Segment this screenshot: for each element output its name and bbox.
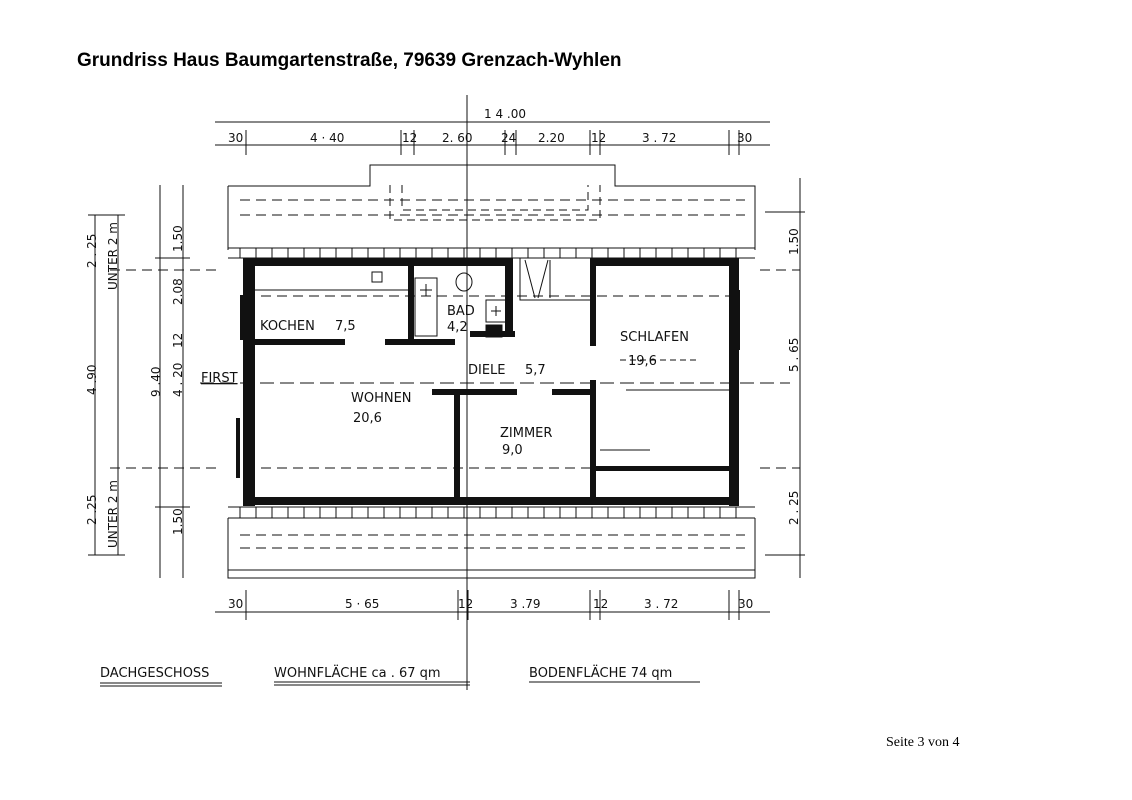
dim-left-total: 9 .40 (149, 366, 163, 397)
page-title: Grundriss Haus Baumgartenstraße, 79639 Grenzach-Wyhlen (77, 50, 622, 71)
room-name: SCHLAFEN (620, 330, 689, 345)
dim-left-outer: 2 . 25 (85, 233, 99, 268)
dim-top-seg: 12 (402, 131, 418, 145)
dim-left-outer: 4 .90 (85, 364, 99, 395)
page-number: Seite 3 von 4 (886, 735, 960, 750)
room-name: KOCHEN (260, 319, 315, 334)
room-name: DIELE (468, 363, 506, 378)
dim-right: 2 . 25 (787, 490, 801, 525)
dim-left-inner: 2.08 (171, 278, 185, 305)
first-label: FIRST (201, 371, 238, 386)
dim-top-seg: 2.20 (538, 131, 565, 145)
dim-bottom-seg: 30 (228, 597, 244, 611)
room-area: 19,6 (628, 354, 657, 369)
dim-right: 5 . 65 (787, 337, 801, 372)
dim-bottom-seg: 30 (738, 597, 754, 611)
dim-top-seg: 3 . 72 (642, 131, 677, 145)
dim-top-total: 1 4 .00 (484, 107, 526, 121)
dim-left-inner: 12 (171, 332, 185, 348)
dim-bottom-seg: 12 (458, 597, 474, 611)
dim-bottom-seg: 12 (593, 597, 609, 611)
dim-top-seg: 12 (591, 131, 607, 145)
dim-bottom-seg: 3 . 72 (644, 597, 679, 611)
room-name: ZIMMER (500, 426, 553, 441)
dim-left-inner: 1.50 (171, 508, 185, 535)
dim-top-seg: 4 · 40 (310, 131, 345, 145)
dim-bottom-seg: 5 · 65 (345, 597, 380, 611)
room-area: 4,2 (447, 320, 468, 335)
dim-left-inner: 1.50 (171, 225, 185, 252)
floor-area-caption: BODENFLÄCHE 74 qm (529, 666, 673, 681)
dim-top-seg: 30 (228, 131, 244, 145)
dim-top-seg: 30 (737, 131, 753, 145)
dim-bottom-seg: 3 .79 (510, 597, 541, 611)
dim-left-outer: 2 .25 (85, 494, 99, 525)
dim-top-seg: 24 (501, 131, 517, 145)
room-name: BAD (447, 304, 475, 319)
room-name: WOHNEN (351, 391, 412, 406)
room-area: 9,0 (502, 443, 523, 458)
floor-caption: DACHGESCHOSS (100, 666, 210, 681)
living-area-caption: WOHNFLÄCHE ca . 67 qm (274, 666, 441, 681)
room-area: 5,7 (525, 363, 546, 378)
dim-top-seg: 2. 60 (442, 131, 473, 145)
dim-left-inner: 4 . 20 (171, 362, 185, 397)
dim-right: 1.50 (787, 228, 801, 255)
room-area: 7,5 (335, 319, 356, 334)
room-area: 20,6 (353, 411, 382, 426)
dim-left-outer-note: UNTER 2 m (106, 222, 120, 290)
dim-left-outer-note: UNTER 2 m (106, 480, 120, 548)
